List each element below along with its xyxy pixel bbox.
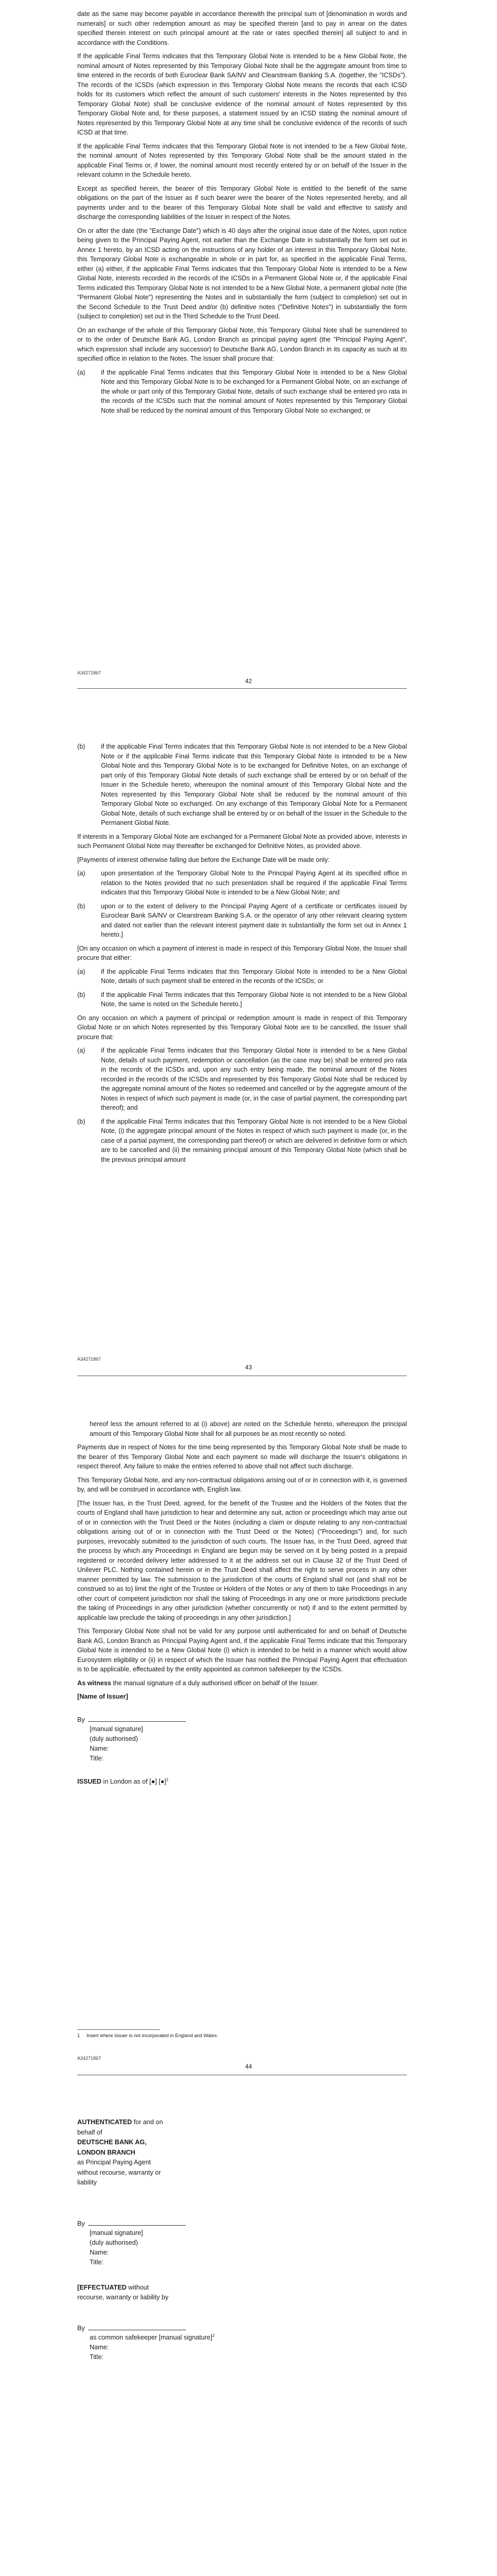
page-44 (0, 1378, 497, 2081)
paragraph: On any occasion on which a payment of principal or redemption amount is made in respect of this Temporary Global Note or on which Notes represented by this Temporary Global Note are to be cancelled, the Issuer shall procure that: (77, 1014, 407, 1041)
signature-detail: [manual signature] (90, 2229, 143, 2237)
signature-detail: Name: (90, 2248, 109, 2256)
paragraph: Except as specified herein, the bearer of this Temporary Global Note is entitled to the benefit of the same obligations on the part of the Issuer as if such bearer were the bearer of the Notes represented hereby, and all payments under and to the bearer of this Temporary Global Note shall be valid and effective to satisfy and discharge the corresponding liabilities of the Issuer in respect of the Notes. (77, 184, 407, 221)
paragraph: [The Issuer has, in the Trust Deed, agreed, for the benefit of the Trustee and the Holders of the Notes that the courts of England shall have jurisdiction to hear and determine any suit, action or proceedings which may arise out of or in connection with the Trust Deed or the Notes (including a claim or dispute relating to any non-contractual obligations arising out of or in connection with the Trust Deed or the Notes) ("Proceedings") and, for such purposes, irrevocably submitted to the jurisdiction of such courts. The Issuer has, in the Trust Deed, agreed that the process by which any Proceedings in England are begun may be served on it by being posted in a prepaid registered or recorded delivery letter addressed to it at the address set out in Clause 32 of the Trust Deed of Unilever PLC. Nothing contained herein or in the Trust Deed shall affect the right to serve process in any other manner permitted by law. The submission to the jurisdiction of the courts of England shall not (and shall not be construed so as to) limit the right of the Trustee or Holders of the Notes or any of them to take Proceedings in any other court of competent jurisdiction nor shall the taking of Proceedings in any one or more jurisdictions preclude the taking of Proceedings in any other jurisdiction (whether concurrently or not) if and to the extent permitted by applicable law preclude the taking of proceedings in any other jurisdiction.] (77, 1499, 407, 1621)
effectuated-bold: [EFFECTUATED (77, 2283, 127, 2291)
signature-detail: (duly authorised) (90, 1735, 138, 1742)
authentication-block (77, 2117, 232, 2188)
footnote-number: 1 (77, 2032, 80, 2038)
page-number: 44 (245, 2063, 252, 2070)
paragraph: [Payments of interest otherwise falling due before the Exchange Date will be made only: (77, 856, 330, 863)
footnote-reference: 2 (212, 2333, 215, 2338)
list-item (77, 990, 407, 1009)
auth-line: DEUTSCHE BANK AG, (77, 2139, 147, 2146)
signature-block (77, 2219, 232, 2267)
by-label: By (77, 2324, 85, 2332)
footnote (77, 2032, 407, 2039)
list-item-label: (a) (77, 870, 85, 877)
page-45-body (77, 2117, 232, 2366)
list-item (77, 1046, 407, 1113)
witness-rest: the manual signature of a duly authorised officer on behalf of the Issuer. (111, 1679, 319, 1687)
page-43-body (77, 742, 407, 1168)
issued-rest: in London as of [●] [●] (101, 1777, 166, 1785)
witness-clause (77, 1679, 407, 1688)
list-item-text: upon presentation of the Temporary Global Note to the Principal Paying Agent at its specified office in relation to the Notes provided that no such presentation shall be required if the applicable Final Terms indicates that this Temporary Global Note is intended to be a New Global Note; and (101, 870, 407, 896)
footnote-text: Insert where Issuer is not incorporated in England and Wales. (87, 2032, 218, 2038)
signature-block (77, 1715, 407, 1764)
signature-line (88, 1716, 186, 1722)
witness-lead: As witness (77, 1679, 111, 1687)
signature-line (88, 2325, 186, 2330)
effectuated-rest: without (126, 2283, 149, 2291)
list-item-text: if the applicable Final Terms indicates that this Temporary Global Note is intended to be a New Global Note and this Temporary Global Note is to be exchanged for a Permanent Global Note, on an exchange of the whole or part only of this Temporary Global Note, details of such exchange shall be entered pro rata in the records of the ICSDs such that the nominal amount of Notes represented by this Temporary Global Note shall be reduced by the nominal amount of this Temporary Global Note so exchanged; or (101, 368, 407, 414)
auth-line: behalf of (77, 2128, 102, 2136)
safekeeper-signature-block (77, 2324, 294, 2362)
list-item (77, 1117, 407, 1165)
by-label: By (77, 2219, 85, 2227)
paragraph: On an exchange of the whole of this Temporary Global Note, this Temporary Global Note shall be surrendered to or to the order of Deutsche Bank AG, London Branch as principal paying agent (the "Principal Paying Agent", which expression shall include any successor) to Deutsche Bank AG, London Branch in its capacity as such at its specified office in relation to the Notes. The Issuer shall procure that: (77, 326, 407, 362)
auth-line: without recourse, warranty or (77, 2168, 161, 2176)
signature-detail: Name: (90, 1744, 109, 1752)
list-item-label: (b) (77, 991, 85, 998)
page-number: 42 (245, 677, 252, 685)
paragraph: If the applicable Final Terms indicates that this Temporary Global Note is intended to be a New Global Note, the nominal amount of Notes represented by this Temporary Global Note shall be the aggregate amount from time to time entered in the records of both Euroclear Bank SA/NV and Clearstream Banking S.A. (together, the "ICSDs"). The records of the ICSDs (which expression in this Temporary Global Note means the records that each ICSD holds for its customers which reflect the amount of such customers' interests in the Notes represented by this Temporary Global Note) shall be conclusive evidence of the nominal amount of Notes represented by this Temporary Global Note and, for these purposes, a statement issued by an ICSD stating the nominal amount of Notes represented by this Temporary Global Note at any time shall be conclusive evidence of the records of such ICSD at that time. (77, 53, 407, 136)
document-reference: A34271867 (77, 2056, 101, 2061)
signature-detail: Title: (90, 2353, 104, 2361)
list-item (77, 967, 407, 986)
signature-line (88, 2220, 186, 2226)
safekeeper-text: as common safekeeper [manual signature] (90, 2334, 213, 2342)
by-label: By (77, 1716, 85, 1723)
signature-details (77, 2228, 232, 2267)
signature-details (77, 1724, 407, 1764)
effectuation-block (77, 2283, 232, 2303)
document-reference: A34271867 (77, 1357, 101, 1362)
signature-detail: Title: (90, 2258, 104, 2266)
list-item-text: if the applicable Final Terms indicates that this Temporary Global Note is intended to be a New Global Note, details of such payment, redemption or cancellation (as the case may be) shall be entered pro rata in the records of the ICSDs and, upon any such entry being made, the nominal amount of the Notes recorded in the records of the ICSDs and represented by this Temporary Global Note shall be reduced by the aggregate nominal amount of the Notes so redeemed and cancelled or by the aggregate amount of the Notes in respect of which such payment is made (or, in the case of partial payment, the corresponding part thereof); and (101, 1047, 407, 1111)
safekeeper-line (90, 2333, 294, 2343)
auth-line: LONDON BRANCH (77, 2148, 135, 2156)
auth-line (77, 2117, 232, 2128)
auth-line-bold: AUTHENTICATED (77, 2119, 132, 2126)
page-43 (0, 690, 497, 1378)
list-item-label: (a) (77, 368, 85, 376)
issued-label: ISSUED (77, 1777, 101, 1785)
issued-line (77, 1777, 407, 1787)
paragraph: If interests in a Temporary Global Note are exchanged for a Permanent Global Note as provided above, interests in such Permanent Global Note may thereafter be exchanged for Definitive Notes, as provided above. (77, 833, 407, 850)
list-item-text: if the applicable Final Terms indicates that this Temporary Global Note is intended to be a New Global Note, details of such payment shall be entered in the records of the ICSDs; or (101, 968, 407, 985)
list-item (77, 869, 407, 897)
auth-line: liability (77, 2179, 97, 2187)
page-42-body (77, 9, 407, 419)
page-42 (0, 0, 497, 690)
document-reference: A34271867 (77, 670, 101, 675)
page-44-body (77, 1419, 407, 1790)
page-number: 43 (245, 1364, 252, 1371)
footnote-reference: 1 (166, 1777, 169, 1782)
list-item-label: (b) (77, 743, 85, 750)
list-item-label: (b) (77, 902, 85, 910)
issuer-name: [Name of Issuer] (77, 1693, 128, 1700)
paragraph: [On any occasion on which a payment of interest is made in respect of this Temporary Global Note, the Issuer shall procure that either: (77, 944, 407, 961)
effectuated-line: recourse, warranty or liability by (77, 2294, 169, 2301)
paragraph: If the applicable Final Terms indicates that this Temporary Global Note is not intended to be a New Global Note, the nominal amount of Notes represented by this Temporary Global Note shall be the amount stated in the applicable Final Terms or, if lower, the nominal amount most recently entered by or on behalf of the Issuer in the relevant column in the Schedule hereto. (77, 142, 407, 178)
effectuated-line (77, 2283, 232, 2293)
list-item-text: upon or to the extent of delivery to the Principal Paying Agent of a certificate or certificates issued by Euroclear Bank SA/NV or Clearstream Banking S.A. or the operator of any other relevant clearing system and dated not earlier than the relevant interest payment date in substantially the form set out in Annex 1 hereto.] (101, 902, 407, 938)
paragraph: On or after the date (the "Exchange Date") which is 40 days after the original issue date of the Notes, upon notice being given to the Principal Paying Agent, not earlier than the Exchange Date in substantially the form set out in Annex 1 hereto, by an ICSD acting on the instructions of any holder of an interest in this Temporary Global Note, this Temporary Global Note is exchangeable in whole or in part for, as specified in the applicable Final Terms, either (a) either, if the applicable Final Terms indicates that this Temporary Global Note is intended to be a New Global Note, interests recorded in the records of the ICSDs in a Permanent Global Note or, if the applicable Final Terms indicated this Temporary Global Note is not intended to be a New Global Note, a permanent global note (the "Permanent Global Note") representing the Notes and in substantially the form (subject to completion) set out in the Second Schedule to the Trust Deed and/or (b) definitive notes ("Definitive Notes") in substantially the form (subject to completion) set out in the Third Schedule to the Trust Deed. (77, 227, 407, 320)
list-item-label: (b) (77, 1117, 85, 1125)
list-item-label: (a) (77, 968, 85, 975)
auth-line: as Principal Paying Agent (77, 2159, 151, 2166)
paragraph: This Temporary Global Note shall not be valid for any purpose until authenticated for and on behalf of Deutsche Bank AG, London Branch as Principal Paying Agent and, if the applicable Final Terms indicate that this Temporary Global Note is intended to be a New Global Note (i) which is intended to be held in a manner which would allow Eurosystem eligibility or (ii) in respect of which the Issuer has notified the Principal Paying Agent that effectuation is to be applicable, effectuated by the entity appointed as common safekeeper by the ICSDs. (77, 1628, 407, 1673)
signature-detail: [manual signature] (90, 1725, 143, 1733)
auth-line-rest: for and on (132, 2119, 163, 2126)
list-item-label: (a) (77, 1047, 85, 1054)
paragraph: hereof less the amount referred to at (i) above) are noted on the Schedule hereto, whereupon the principal amount of this Temporary Global Note shall for all purposes be as most recently so noted. (90, 1420, 407, 1437)
paragraph: This Temporary Global Note, and any non-contractual obligations arising out of or in connection with it, is governed by, and will be construed in accordance with, English law. (77, 1476, 407, 1493)
paragraph: date as the same may become payable in accordance therewith the principal sum of [denomination in words and numerals] or such other redemption amount as may be specified therein [and to pay in arrear on the dates specified therein interest on such principal amount at the rate or rates specified therein] all subject to and in accordance with the Conditions. (77, 10, 407, 46)
signature-detail: Name: (90, 2344, 109, 2351)
signature-detail: Title: (90, 1754, 104, 1762)
list-item (77, 368, 407, 416)
list-item-text: if the applicable Final Terms indicates that this Temporary Global Note is not intended to be a New Global Note, (i) the aggregate principal amount of the Notes in respect of which such payment is made (or, in the case of a partial payment, the corresponding part thereof) or which are delivered in definitive form or which are to be cancelled and (ii) the remaining principal amount of this Temporary Global Note (which shall be the previous principal amount (101, 1117, 407, 1163)
signature-detail: (duly authorised) (90, 2239, 138, 2246)
list-item-text: if the applicable Final Terms indicates that this Temporary Global Note is not intended to be a New Global Note or if the applicable Final Terms indicate that this Temporary Global Note is intended to be a New Global Note and this Temporary Global Note is to be exchanged for Definitive Notes, on an exchange of part only of this Temporary Global Note details of such exchange shall be entered by or on behalf of the Issuer in the Schedule hereto, whereupon the nominal amount of this Temporary Global Note and the Notes represented by this Temporary Global Note shall be reduced by the nominal amount of this Temporary Global Note so exchanged. On any exchange of this Temporary Global Note for a Permanent Global Note, details of such exchange shall be entered by or on behalf of the Issuer in the Schedule to the Permanent Global Note. (101, 743, 407, 826)
page-divider (77, 688, 407, 689)
list-item-text: if the applicable Final Terms indicates that this Temporary Global Note is not intended to be a New Global Note, the same is noted on the Schedule hereto.] (101, 991, 407, 1008)
page-45 (0, 2081, 497, 2576)
signature-details (77, 2333, 294, 2362)
paragraph: Payments due in respect of Notes for the time being represented by this Temporary Global Note shall be made to the bearer of this Temporary Global Note and each payment so made will discharge the Issuer's obligations in respect thereof. Any failure to make the entries referred to above shall not affect such discharge. (77, 1444, 407, 1470)
footnote-rule (77, 2029, 160, 2030)
list-item (77, 742, 407, 828)
list-item (77, 902, 407, 940)
